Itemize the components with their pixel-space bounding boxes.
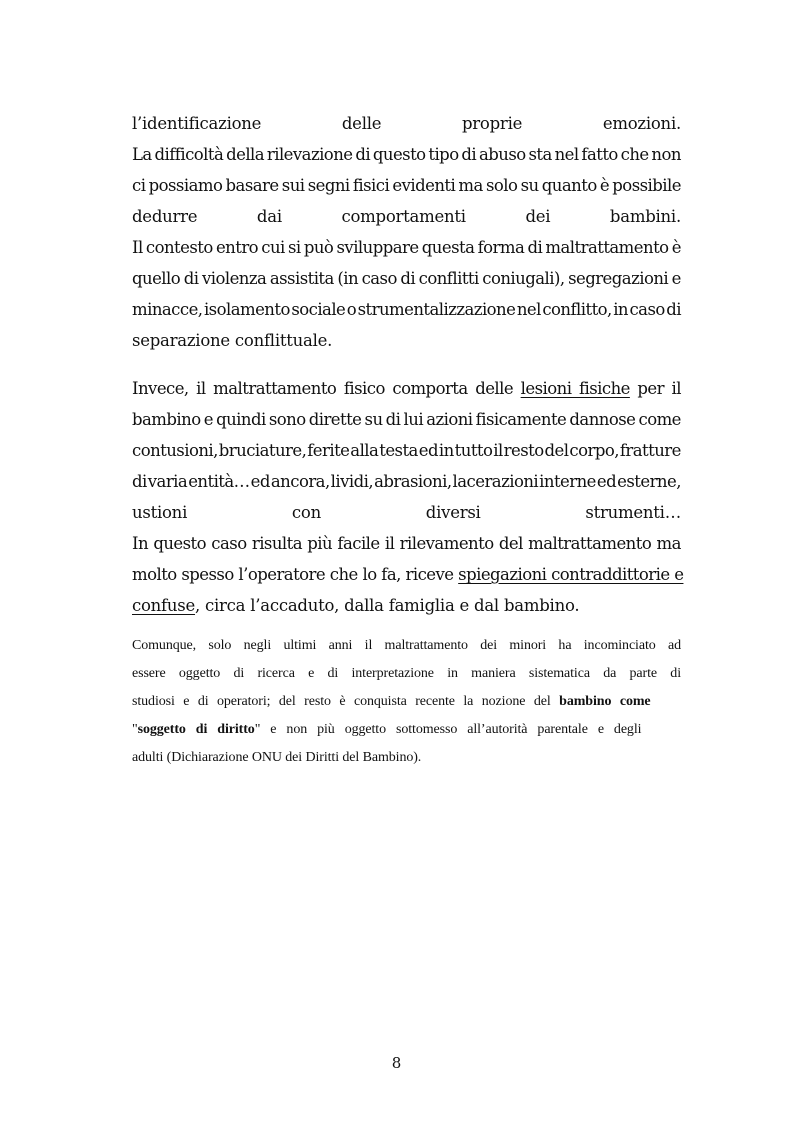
p2-line-1: Invece, il maltrattamento fisico comporta delle lesioni fisiche per il xyxy=(132,379,681,398)
p2-line-5: ustioni con diversi strumenti… xyxy=(132,503,681,522)
p3-line-5: adulti (Dichiarazione ONU dei Diritti del Bambino). xyxy=(132,750,422,765)
p3-line-1: Comunque, solo negli ultimi anni il maltrattamento dei minori ha incominciato ad xyxy=(132,638,681,653)
p3-line-2: essere oggetto di ricerca e di interpretazione in maniera sistematica da parte di xyxy=(132,666,681,681)
p1-line-1: l’identificazione delle proprie emozioni. xyxy=(132,114,681,133)
p1-line-6: quello di violenza assistita (in caso di conflitti coniugali), segregazioni e xyxy=(132,269,681,288)
underlined-lesioni-fisiche: lesioni fisiche xyxy=(520,379,630,398)
bold-soggetto-di-diritto: soggetto di diritto xyxy=(137,722,255,737)
p2-line-8: confuse, circa l’accaduto, dalla famiglia e dal bambino. xyxy=(132,596,580,615)
p2-line-4: di varia entità… ed ancora, lividi, abrasioni, lacerazioni interne ed esterne, xyxy=(132,472,681,491)
p1-line-3: ci possiamo basare sui segni fisici evidenti ma solo su quanto è possibile xyxy=(132,176,681,195)
bold-bambino-come: bambino come xyxy=(559,694,651,709)
p2-line-2: bambino e quindi sono dirette su di lui azioni fisicamente dannose come xyxy=(132,410,681,429)
underlined-spiegazioni: spiegazioni contraddittorie e xyxy=(458,565,684,584)
document-body xyxy=(132,108,684,772)
p2-line-7: molto spesso l’operatore che lo fa, riceve spiegazioni contraddittorie e xyxy=(132,565,684,584)
p1-line-2: La difficoltà della rilevazione di questo tipo di abuso sta nel fatto che non xyxy=(132,145,681,164)
p1-line-4: dedurre dai comportamenti dei bambini. xyxy=(132,207,681,226)
p3-line-4: "soggetto di diritto" e non più oggetto sottomesso all’autorità parentale e degli xyxy=(132,722,642,737)
underlined-confuse: confuse xyxy=(132,596,196,615)
p2-line-3: contusioni, bruciature, ferite alla testa ed in tutto il resto del corpo, fratture xyxy=(132,441,681,460)
page-number: 8 xyxy=(391,1054,402,1072)
p1-line-7: minacce, isolamento sociale o strumentalizzazione nel conflitto, in caso di xyxy=(132,300,681,319)
p1-line-8: separazione conflittuale. xyxy=(132,331,333,350)
p3-line-3: studiosi e di operatori; del resto è conquista recente la nozione del bambino come xyxy=(132,694,651,709)
p1-line-5: Il contesto entro cui si può sviluppare questa forma di maltrattamento è xyxy=(132,238,681,257)
p2-line-6: In questo caso risulta più facile il rilevamento del maltrattamento ma xyxy=(132,534,681,553)
